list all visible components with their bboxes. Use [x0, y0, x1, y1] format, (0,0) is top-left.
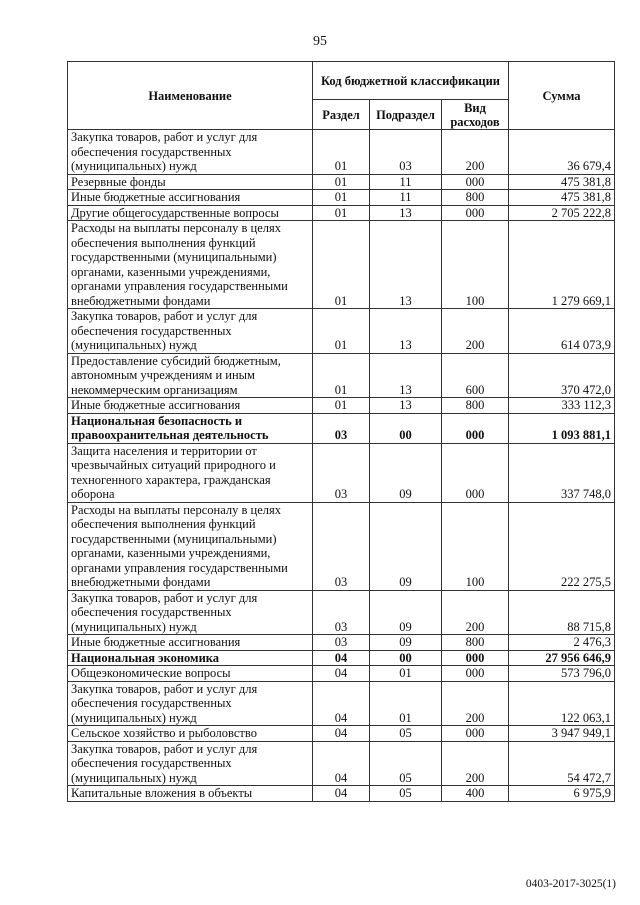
row-podrazdel: 11: [370, 190, 442, 206]
row-name: Резервные фонды: [68, 174, 313, 190]
table-header: [68, 62, 615, 130]
row-podrazdel: 09: [370, 590, 442, 635]
row-podrazdel: 00: [370, 413, 442, 443]
row-name: Расходы на выплаты персоналу в целях обеспечения выполнения функций государственными (муниципальными) органами, казенными учреждениями, органами управления государственными внебюджетными фондами: [68, 502, 313, 590]
row-name: Другие общегосударственные вопросы: [68, 205, 313, 221]
row-sum: 54 472,7: [509, 741, 615, 786]
table-row: [68, 741, 615, 786]
row-vid: 100: [442, 221, 509, 309]
row-podrazdel: 13: [370, 221, 442, 309]
row-name: Закупка товаров, работ и услуг для обеспечения государственных (муниципальных) нужд: [68, 741, 313, 786]
row-sum: 337 748,0: [509, 443, 615, 502]
row-podrazdel: 00: [370, 650, 442, 666]
row-vid: 200: [442, 681, 509, 726]
row-vid: 800: [442, 635, 509, 651]
row-razdel: 04: [313, 741, 370, 786]
table-row: [68, 590, 615, 635]
row-razdel: 04: [313, 786, 370, 802]
table-row: [68, 443, 615, 502]
row-podrazdel: 05: [370, 741, 442, 786]
table-row: [68, 190, 615, 206]
row-podrazdel: 09: [370, 443, 442, 502]
row-vid: 200: [442, 309, 509, 354]
row-vid: 000: [442, 726, 509, 742]
row-sum: 475 381,8: [509, 190, 615, 206]
row-podrazdel: 01: [370, 666, 442, 682]
row-vid: 600: [442, 353, 509, 398]
row-name: Капитальные вложения в объекты: [68, 786, 313, 802]
header-code-group: Код бюджетной классификации: [313, 62, 509, 100]
row-podrazdel: 13: [370, 205, 442, 221]
row-podrazdel: 11: [370, 174, 442, 190]
table-row: [68, 726, 615, 742]
row-podrazdel: 01: [370, 681, 442, 726]
table-row: [68, 413, 615, 443]
table-row: [68, 205, 615, 221]
row-vid: 100: [442, 502, 509, 590]
header-name: Наименование: [68, 62, 313, 130]
row-razdel: 04: [313, 726, 370, 742]
row-razdel: 01: [313, 205, 370, 221]
table-row: [68, 635, 615, 651]
row-podrazdel: 09: [370, 502, 442, 590]
row-name: Сельское хозяйство и рыболовство: [68, 726, 313, 742]
header-podrazdel: Подраздел: [370, 100, 442, 130]
row-razdel: 03: [313, 443, 370, 502]
row-name: Национальная экономика: [68, 650, 313, 666]
table-row: [68, 681, 615, 726]
row-razdel: 03: [313, 590, 370, 635]
row-vid: 000: [442, 650, 509, 666]
row-vid: 200: [442, 741, 509, 786]
row-razdel: 01: [313, 309, 370, 354]
row-name: Общеэкономические вопросы: [68, 666, 313, 682]
header-vid: Вид расходов: [442, 100, 509, 130]
row-sum: 3 947 949,1: [509, 726, 615, 742]
row-vid: 400: [442, 786, 509, 802]
row-podrazdel: 03: [370, 130, 442, 175]
row-sum: 122 063,1: [509, 681, 615, 726]
table-row: [68, 221, 615, 309]
row-name: Защита населения и территории от чрезвычайных ситуаций природного и техногенного характера, гражданская оборона: [68, 443, 313, 502]
table-row: [68, 174, 615, 190]
budget-table: [67, 61, 615, 802]
row-sum: 6 975,9: [509, 786, 615, 802]
row-razdel: 03: [313, 413, 370, 443]
row-name: Иные бюджетные ассигнования: [68, 398, 313, 414]
row-vid: 800: [442, 190, 509, 206]
row-razdel: 03: [313, 502, 370, 590]
row-sum: 1 279 669,1: [509, 221, 615, 309]
row-vid: 000: [442, 205, 509, 221]
table-row: [68, 786, 615, 802]
page-number: 95: [313, 34, 327, 49]
row-name: Закупка товаров, работ и услуг для обеспечения государственных (муниципальных) нужд: [68, 309, 313, 354]
table-row: [68, 309, 615, 354]
table-row: [68, 502, 615, 590]
row-razdel: 01: [313, 221, 370, 309]
row-vid: 000: [442, 174, 509, 190]
row-razdel: 04: [313, 681, 370, 726]
row-podrazdel: 13: [370, 309, 442, 354]
row-podrazdel: 09: [370, 635, 442, 651]
row-sum: 222 275,5: [509, 502, 615, 590]
row-sum: 2 476,3: [509, 635, 615, 651]
row-name: Закупка товаров, работ и услуг для обеспечения государственных (муниципальных) нужд: [68, 130, 313, 175]
table-row: [68, 353, 615, 398]
row-sum: 614 073,9: [509, 309, 615, 354]
table-row: [68, 130, 615, 175]
table-row: [68, 666, 615, 682]
row-razdel: 03: [313, 635, 370, 651]
row-razdel: 01: [313, 353, 370, 398]
row-razdel: 01: [313, 398, 370, 414]
row-podrazdel: 13: [370, 398, 442, 414]
document-code: 0403-2017-3025(1): [525, 878, 616, 890]
row-razdel: 01: [313, 130, 370, 175]
row-podrazdel: 05: [370, 786, 442, 802]
row-vid: 200: [442, 130, 509, 175]
row-name: Предоставление субсидий бюджетным, автономным учреждениям и иным некоммерческим организациям: [68, 353, 313, 398]
row-podrazdel: 05: [370, 726, 442, 742]
row-name: Иные бюджетные ассигнования: [68, 190, 313, 206]
row-podrazdel: 13: [370, 353, 442, 398]
row-name: Закупка товаров, работ и услуг для обеспечения государственных (муниципальных) нужд: [68, 681, 313, 726]
row-vid: 000: [442, 443, 509, 502]
row-name: Расходы на выплаты персоналу в целях обеспечения выполнения функций государственными (муниципальными) органами, казенными учреждениями, органами управления государственными внебюджетными фондами: [68, 221, 313, 309]
row-name: Закупка товаров, работ и услуг для обеспечения государственных (муниципальных) нужд: [68, 590, 313, 635]
row-razdel: 04: [313, 666, 370, 682]
row-razdel: 01: [313, 174, 370, 190]
row-razdel: 01: [313, 190, 370, 206]
row-sum: 1 093 881,1: [509, 413, 615, 443]
header-razdel: Раздел: [313, 100, 370, 130]
row-vid: 200: [442, 590, 509, 635]
row-sum: 333 112,3: [509, 398, 615, 414]
row-vid: 000: [442, 413, 509, 443]
row-sum: 2 705 222,8: [509, 205, 615, 221]
header-sum: Сумма: [509, 62, 615, 130]
row-sum: 573 796,0: [509, 666, 615, 682]
row-name: Национальная безопасность и правоохранительная деятельность: [68, 413, 313, 443]
row-sum: 88 715,8: [509, 590, 615, 635]
row-name: Иные бюджетные ассигнования: [68, 635, 313, 651]
row-vid: 800: [442, 398, 509, 414]
table-row: [68, 398, 615, 414]
row-razdel: 04: [313, 650, 370, 666]
row-sum: 36 679,4: [509, 130, 615, 175]
table-row: [68, 650, 615, 666]
row-sum: 475 381,8: [509, 174, 615, 190]
row-sum: 370 472,0: [509, 353, 615, 398]
row-sum: 27 956 646,9: [509, 650, 615, 666]
table-body: [68, 130, 615, 802]
row-vid: 000: [442, 666, 509, 682]
